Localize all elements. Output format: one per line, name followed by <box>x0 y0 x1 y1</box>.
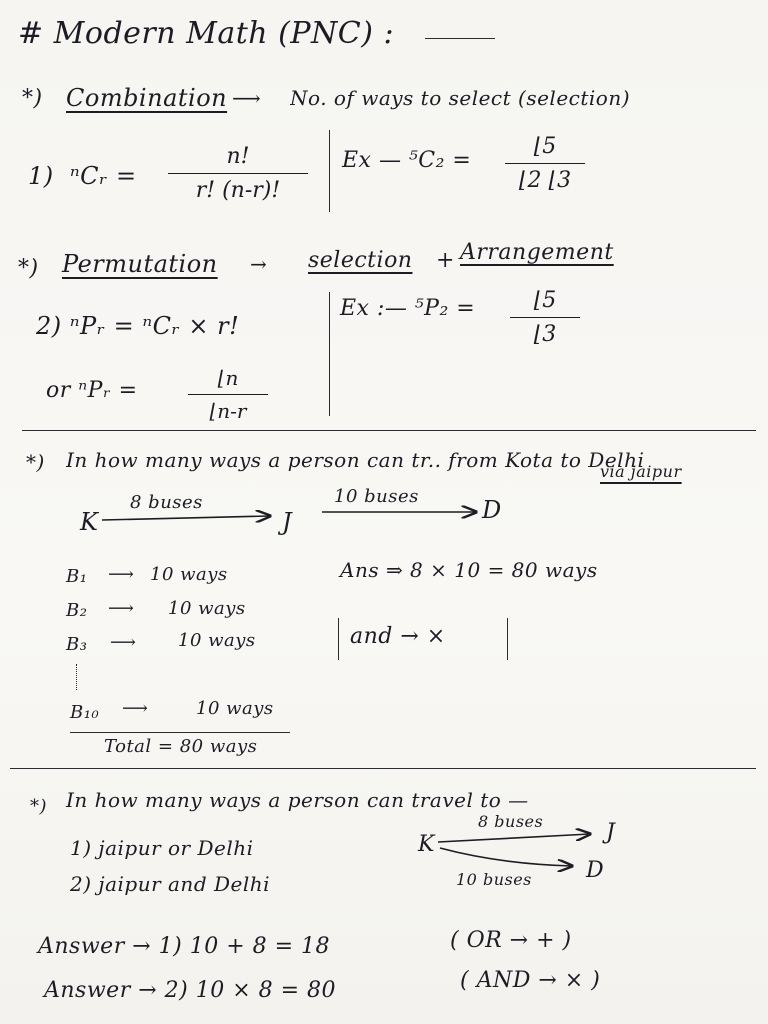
q1-buses-2: 10 buses <box>334 486 419 507</box>
formula-ncr-denominator: r! (n-r)! <box>195 178 281 203</box>
q2-buses-top: 8 buses <box>478 812 544 831</box>
q1-row-b3-bus: B₃ <box>66 634 88 655</box>
q1-answer: Ans ⇒ 8 × 10 = 80 ways <box>340 558 598 582</box>
combination-example-numerator: ⌊5 <box>533 134 557 159</box>
formula-ncr-lhs: 1) ⁿCᵣ = <box>28 162 137 190</box>
q2-node-k: K <box>418 832 435 857</box>
arrow-icon: ⟶ <box>110 632 137 653</box>
arrow-icon: ⟶ <box>108 564 135 585</box>
q2-node-d: D <box>586 858 605 883</box>
formula-npr-alt-denominator: ⌊n-r <box>209 399 247 423</box>
q2-question: In how many ways a person can travel to — <box>66 788 529 812</box>
q1-question-via: via jaipur <box>600 462 682 481</box>
combination-example-denominator: ⌊2 ⌊3 <box>518 168 572 193</box>
q2-answer-2: Answer → 2) 10 × 8 = 80 <box>44 978 337 1003</box>
permutation-example-lhs: Ex :— ⁵P₂ = <box>340 296 476 321</box>
q2-option-2: 2) jaipur and Delhi <box>70 872 271 896</box>
permutation-desc-plus: + <box>436 248 455 273</box>
q1-buses-1: 8 buses <box>130 492 203 513</box>
q2-arrow-k-to-d <box>440 848 572 866</box>
arrow-icon: ⟶ <box>108 598 135 619</box>
combination-arrow: ⟶ <box>232 86 262 110</box>
q1-row-b1-bus: B₁ <box>66 566 88 587</box>
q2-buses-bottom: 10 buses <box>456 870 532 889</box>
q1-row-b2-ways: 10 ways <box>168 598 246 619</box>
q1-total: Total = 80 ways <box>104 736 258 757</box>
q1-bullet: *) <box>26 450 45 474</box>
q1-question: In how many ways a person can tr.. from Kota to Delhi <box>66 448 645 472</box>
permutation-desc-arrangement: Arrangement <box>460 240 614 265</box>
q2-node-j: J <box>606 820 616 845</box>
permutation-label: Permutation <box>62 250 218 278</box>
q1-row-b2-bus: B₂ <box>66 600 88 621</box>
q1-row-b10-ways: 10 ways <box>196 698 274 719</box>
permutation-bullet: *) <box>18 256 39 281</box>
q1-node-k: K <box>80 508 99 536</box>
q1-node-d: D <box>482 496 502 524</box>
q1-row-b10-bus: B₁₀ <box>70 702 100 723</box>
formula-npr-alt-lhs: or ⁿPᵣ = <box>46 378 138 403</box>
q1-rule: and → × <box>350 624 446 649</box>
permutation-arrow: → <box>250 252 268 276</box>
q2-option-1: 1) jaipur or Delhi <box>70 836 254 860</box>
formula-ncr-numerator: n! <box>226 144 250 169</box>
permutation-example-denominator: ⌊3 <box>533 322 557 347</box>
q2-answer-1-rule: ( OR → + ) <box>450 928 572 953</box>
permutation-desc-selection: selection <box>308 248 413 273</box>
q2-arrow-k-to-j <box>438 834 590 842</box>
formula-npr: 2) ⁿPᵣ = ⁿCᵣ × r! <box>36 312 240 340</box>
combination-bullet: *) <box>22 86 43 111</box>
q1-arrow-k-to-j <box>102 516 270 520</box>
combination-example-lhs: Ex — ⁵C₂ = <box>342 148 472 173</box>
q1-node-j: J <box>282 508 293 536</box>
arrow-icon: ⟶ <box>122 698 149 719</box>
permutation-example-numerator: ⌊5 <box>533 288 557 313</box>
q1-row-b1-ways: 10 ways <box>150 564 228 585</box>
combination-label: Combination <box>66 84 228 112</box>
q2-answer-2-rule: ( AND → × ) <box>460 968 601 993</box>
formula-npr-alt-numerator: ⌊n <box>217 366 239 390</box>
combination-desc: No. of ways to select (selection) <box>290 86 631 110</box>
page-title: # Modern Math (PNC) : <box>18 16 395 51</box>
q2-bullet: *) <box>30 796 48 817</box>
q1-row-b3-ways: 10 ways <box>178 630 256 651</box>
q2-answer-1: Answer → 1) 10 + 8 = 18 <box>38 934 331 959</box>
